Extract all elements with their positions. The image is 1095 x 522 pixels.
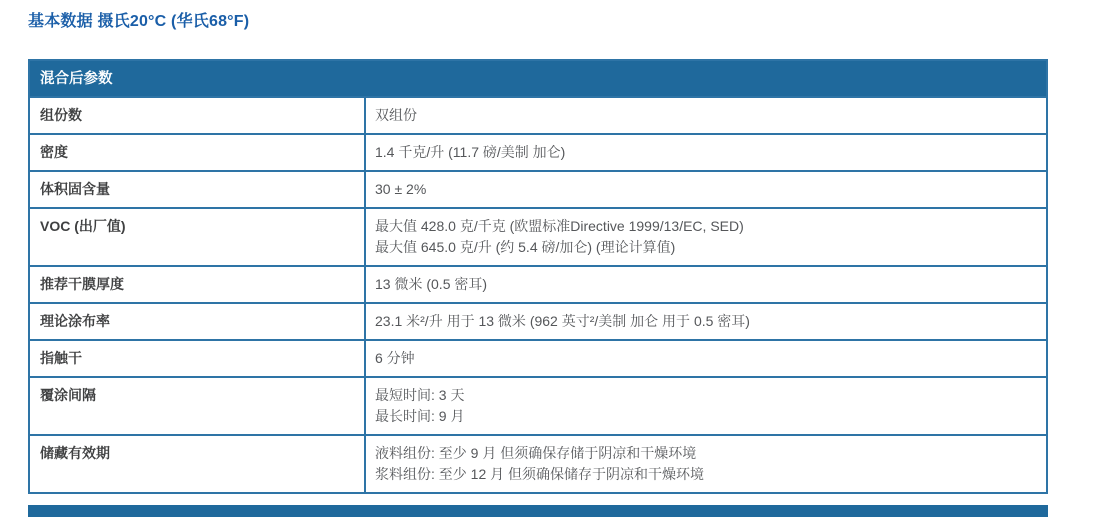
row-value bbox=[366, 304, 1046, 339]
table-row bbox=[30, 96, 1046, 133]
row-label: VOC (出厂值) bbox=[30, 209, 366, 265]
value-line: 浆料组份: 至少 12 月 但须确保储存于阴凉和干燥环境 bbox=[375, 466, 705, 482]
table-row bbox=[30, 302, 1046, 339]
value-line: 30 ± 2% bbox=[375, 181, 427, 197]
value-line: 最大值 428.0 克/千克 (欧盟标准Directive 1999/13/EC, SED) bbox=[375, 218, 744, 234]
row-value bbox=[366, 378, 1046, 434]
table-row bbox=[30, 170, 1046, 207]
next-section-header-bar bbox=[28, 505, 1048, 517]
row-label: 理论涂布率 bbox=[30, 304, 366, 339]
row-label: 指触干 bbox=[30, 341, 366, 376]
value-line: 13 微米 (0.5 密耳) bbox=[375, 276, 488, 292]
row-label: 覆涂间隔 bbox=[30, 378, 366, 434]
row-value bbox=[366, 436, 1046, 492]
row-value bbox=[366, 267, 1046, 302]
value-line: 23.1 米²/升 用于 13 微米 (962 英寸²/美制 加仑 用于 0.5 密耳) bbox=[375, 313, 750, 329]
table-section-header: 混合后参数 bbox=[30, 61, 1046, 96]
row-value bbox=[366, 98, 1046, 133]
table-row bbox=[30, 339, 1046, 376]
table-row bbox=[30, 207, 1046, 265]
value-line: 6 分钟 bbox=[375, 350, 415, 366]
table-row bbox=[30, 434, 1046, 492]
row-label: 储藏有效期 bbox=[30, 436, 366, 492]
table-row bbox=[30, 265, 1046, 302]
table-row bbox=[30, 133, 1046, 170]
value-line: 最大值 645.0 克/升 (约 5.4 磅/加仑) (理论计算值) bbox=[375, 239, 676, 255]
row-label: 组份数 bbox=[30, 98, 366, 133]
row-label: 推荐干膜厚度 bbox=[30, 267, 366, 302]
row-value bbox=[366, 209, 1046, 265]
table-body bbox=[30, 96, 1046, 492]
page-title: 基本数据 摄氏20°C (华氏68°F) bbox=[28, 13, 250, 30]
value-line: 双组份 bbox=[375, 107, 417, 123]
row-label: 体积固含量 bbox=[30, 172, 366, 207]
row-value bbox=[366, 341, 1046, 376]
table-row bbox=[30, 376, 1046, 434]
mixed-parameters-table bbox=[28, 59, 1048, 494]
row-label: 密度 bbox=[30, 135, 366, 170]
row-value bbox=[366, 172, 1046, 207]
value-line: 液料组份: 至少 9 月 但须确保存储于阴凉和干燥环境 bbox=[375, 445, 697, 461]
value-line: 最长时间: 9 月 bbox=[375, 408, 465, 424]
value-line: 1.4 千克/升 (11.7 磅/美制 加仑) bbox=[375, 144, 566, 160]
row-value bbox=[366, 135, 1046, 170]
value-line: 最短时间: 3 天 bbox=[375, 387, 465, 403]
